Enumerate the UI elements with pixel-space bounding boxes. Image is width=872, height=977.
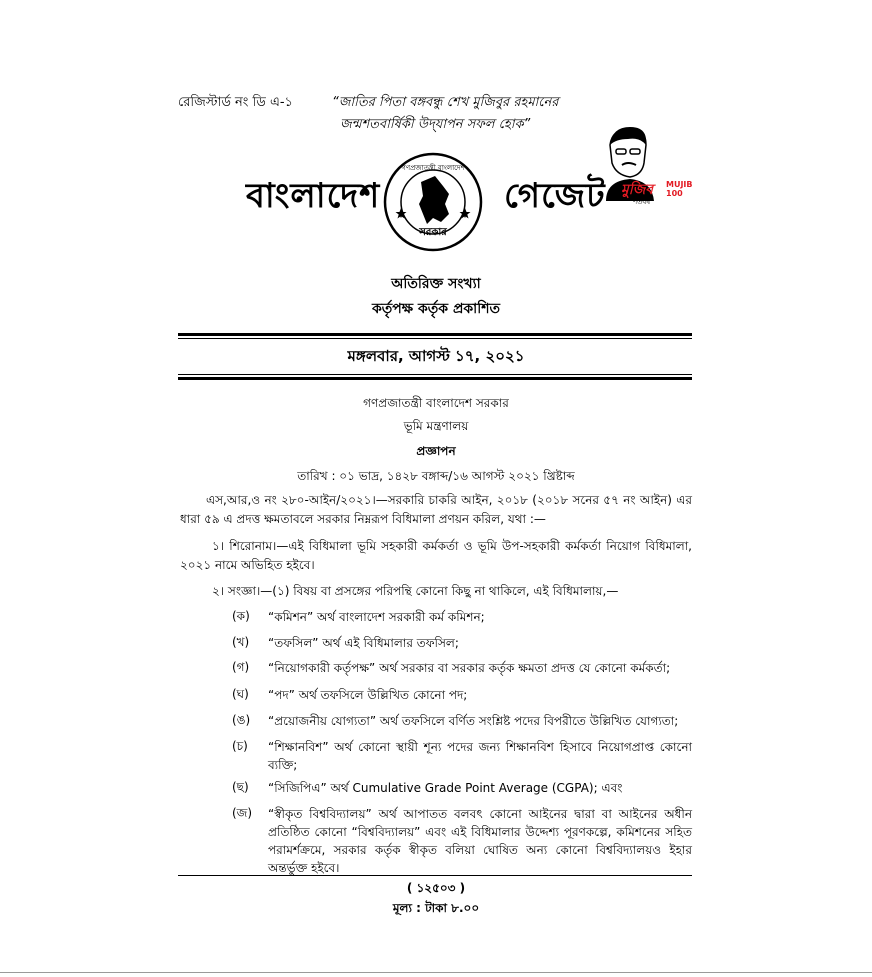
mujib-logo-text: মুজিব bbox=[621, 182, 654, 198]
published-by: কর্তৃপক্ষ কর্তৃক প্রকাশিত bbox=[371, 301, 501, 317]
page-number: ( ১২৫০৩ ) bbox=[406, 881, 466, 895]
definition-text: “সিজিপিএ” অর্থ Cumulative Grade Point Average (CGPA); এবং bbox=[268, 781, 623, 795]
gazette-title-left: বাংলাদেশ bbox=[246, 176, 381, 216]
definition-label: (ঘ) bbox=[232, 687, 249, 701]
window-bottom-border bbox=[0, 972, 872, 973]
mujib-logo-sub: শতবর্ষ bbox=[633, 198, 651, 206]
definition-label: (গ) bbox=[232, 660, 250, 674]
definition-label: (চ) bbox=[232, 739, 248, 753]
bottom-rule-thin bbox=[178, 374, 692, 375]
definition-label: (ঙ) bbox=[232, 713, 251, 727]
top-rule-thin bbox=[178, 338, 692, 339]
definition-text: “পদ” অর্থ তফসিলে উল্লিখিত কোনো পদ; bbox=[268, 688, 468, 702]
section-2: ২। সংজ্ঞা।—(১) বিষয় বা প্রসঙ্গের পরিপন্থি কোনো কিছু না থাকিলে, এই বিধিমালায়,— bbox=[212, 584, 619, 598]
gazette-title-right: গেজেট bbox=[504, 176, 606, 216]
ministry-name: ভূমি মন্ত্রণালয় bbox=[403, 419, 469, 433]
definition-text: “নিয়োগকারী কর্তৃপক্ষ” অর্থ সরকার বা সরকার কর্তৃক ক্ষমতা প্রদত্ত যে কোনো কর্মকর্তা; bbox=[268, 661, 671, 675]
definition-text: “শিক্ষানবিশ” অর্থ কোনো স্থায়ী শূন্য পদের জন্য শিক্ষানবিশ হিসাবে নিয়োগপ্রাপ্ত কোনো ব্যক্তি; bbox=[268, 740, 692, 772]
slogan-line-2: জন্মশতবার্ষিকী উদ্‌যাপন সফল হোক” bbox=[340, 117, 531, 132]
definition-label: (ছ) bbox=[232, 780, 249, 794]
definition-text: “প্রয়োজনীয় যোগ্যতা” অর্থ তফসিলে বর্ণিত সংশ্লিষ্ট পদের বিপরীতে উল্লিখিত যোগ্যতা; bbox=[268, 714, 679, 728]
definition-text: “তফসিল” অর্থ এই বিধিমালার তফসিল; bbox=[268, 636, 459, 650]
intro-paragraph: এস,আর,ও নং ২৮০-আইন/২০২১।—সরকারি চাকরি আইন, ২০১৮ (২০১৮ সনের ৫৭ নং আইন) এর ধারা ৫৯ এ প্রদত্ত ক্ষমতাবলে সরকার নিম্নরূপ বিধিমালা প্রণয়ন করিল, যথা :— bbox=[180, 493, 692, 526]
footer-rule bbox=[178, 875, 692, 876]
notification-date: তারিখ : ০১ ভাদ্র, ১৪২৮ বঙ্গাব্দ/১৬ আগস্ট ২০২১ খ্রিষ্টাব্দ bbox=[297, 469, 575, 483]
seal-bottom-text: সরকার bbox=[419, 227, 447, 238]
definition-label: (খ) bbox=[232, 635, 250, 649]
definition-text: “স্বীকৃত বিশ্ববিদ্যালয়” অর্থ আপাতত বলবৎ কোনো আইনের দ্বারা বা আইনের অধীন প্রতিষ্ঠিত কোনো “বিশ্ববিদ্যালয়” এবং এই বিধিমালার উদ্দেশ্য পূরণকল্পে, কমিশনের সহিত পরামর্শক্রমে, সরকার কর্তৃক স্বীকৃত বলিয়া ঘোষিত অন্য কোনো বিশ্ববিদ্যালয়ও ইহার অন্তর্ভুক্ত হইবে। bbox=[268, 807, 692, 875]
slogan-line-1: “জাতির পিতা বঙ্গবন্ধু শেখ মুজিবুর রহমানের bbox=[332, 95, 559, 110]
government-name: গণপ্রজাতন্ত্রী বাংলাদেশ সরকার bbox=[363, 396, 509, 410]
price: মূল্য : টাকা ৮.০০ bbox=[392, 901, 480, 915]
bottom-rule-thick bbox=[178, 377, 692, 380]
notification-heading: প্রজ্ঞাপন bbox=[416, 444, 456, 458]
definition-text: “কমিশন” অর্থ বাংলাদেশ সরকারী কর্ম কমিশন; bbox=[268, 610, 485, 624]
registration-number: রেজিস্টার্ড নং ডি এ-১ bbox=[178, 95, 293, 110]
extraordinary-issue: অতিরিক্ত সংখ্যা bbox=[391, 276, 481, 292]
definition-label: (জ) bbox=[232, 806, 253, 820]
top-rule-thick bbox=[178, 333, 692, 336]
issue-date: মঙ্গলবার, আগস্ট ১৭, ২০২১ bbox=[347, 347, 525, 365]
mujib-logo-number: MUJIB 100 bbox=[666, 180, 693, 198]
section-1: ১। শিরোনাম।—এই বিধিমালা ভূমি সহকারী কর্মকর্তা ও ভূমি উপ-সহকারী কর্মকর্তা নিয়োগ বিধিমালা, ২০২১ নামে অভিহিত হইবে। bbox=[180, 539, 692, 572]
definition-label: (ক) bbox=[232, 609, 250, 623]
seal-ring-text: গণপ্রজাতন্ত্রী বাংলাদেশ bbox=[401, 164, 465, 172]
